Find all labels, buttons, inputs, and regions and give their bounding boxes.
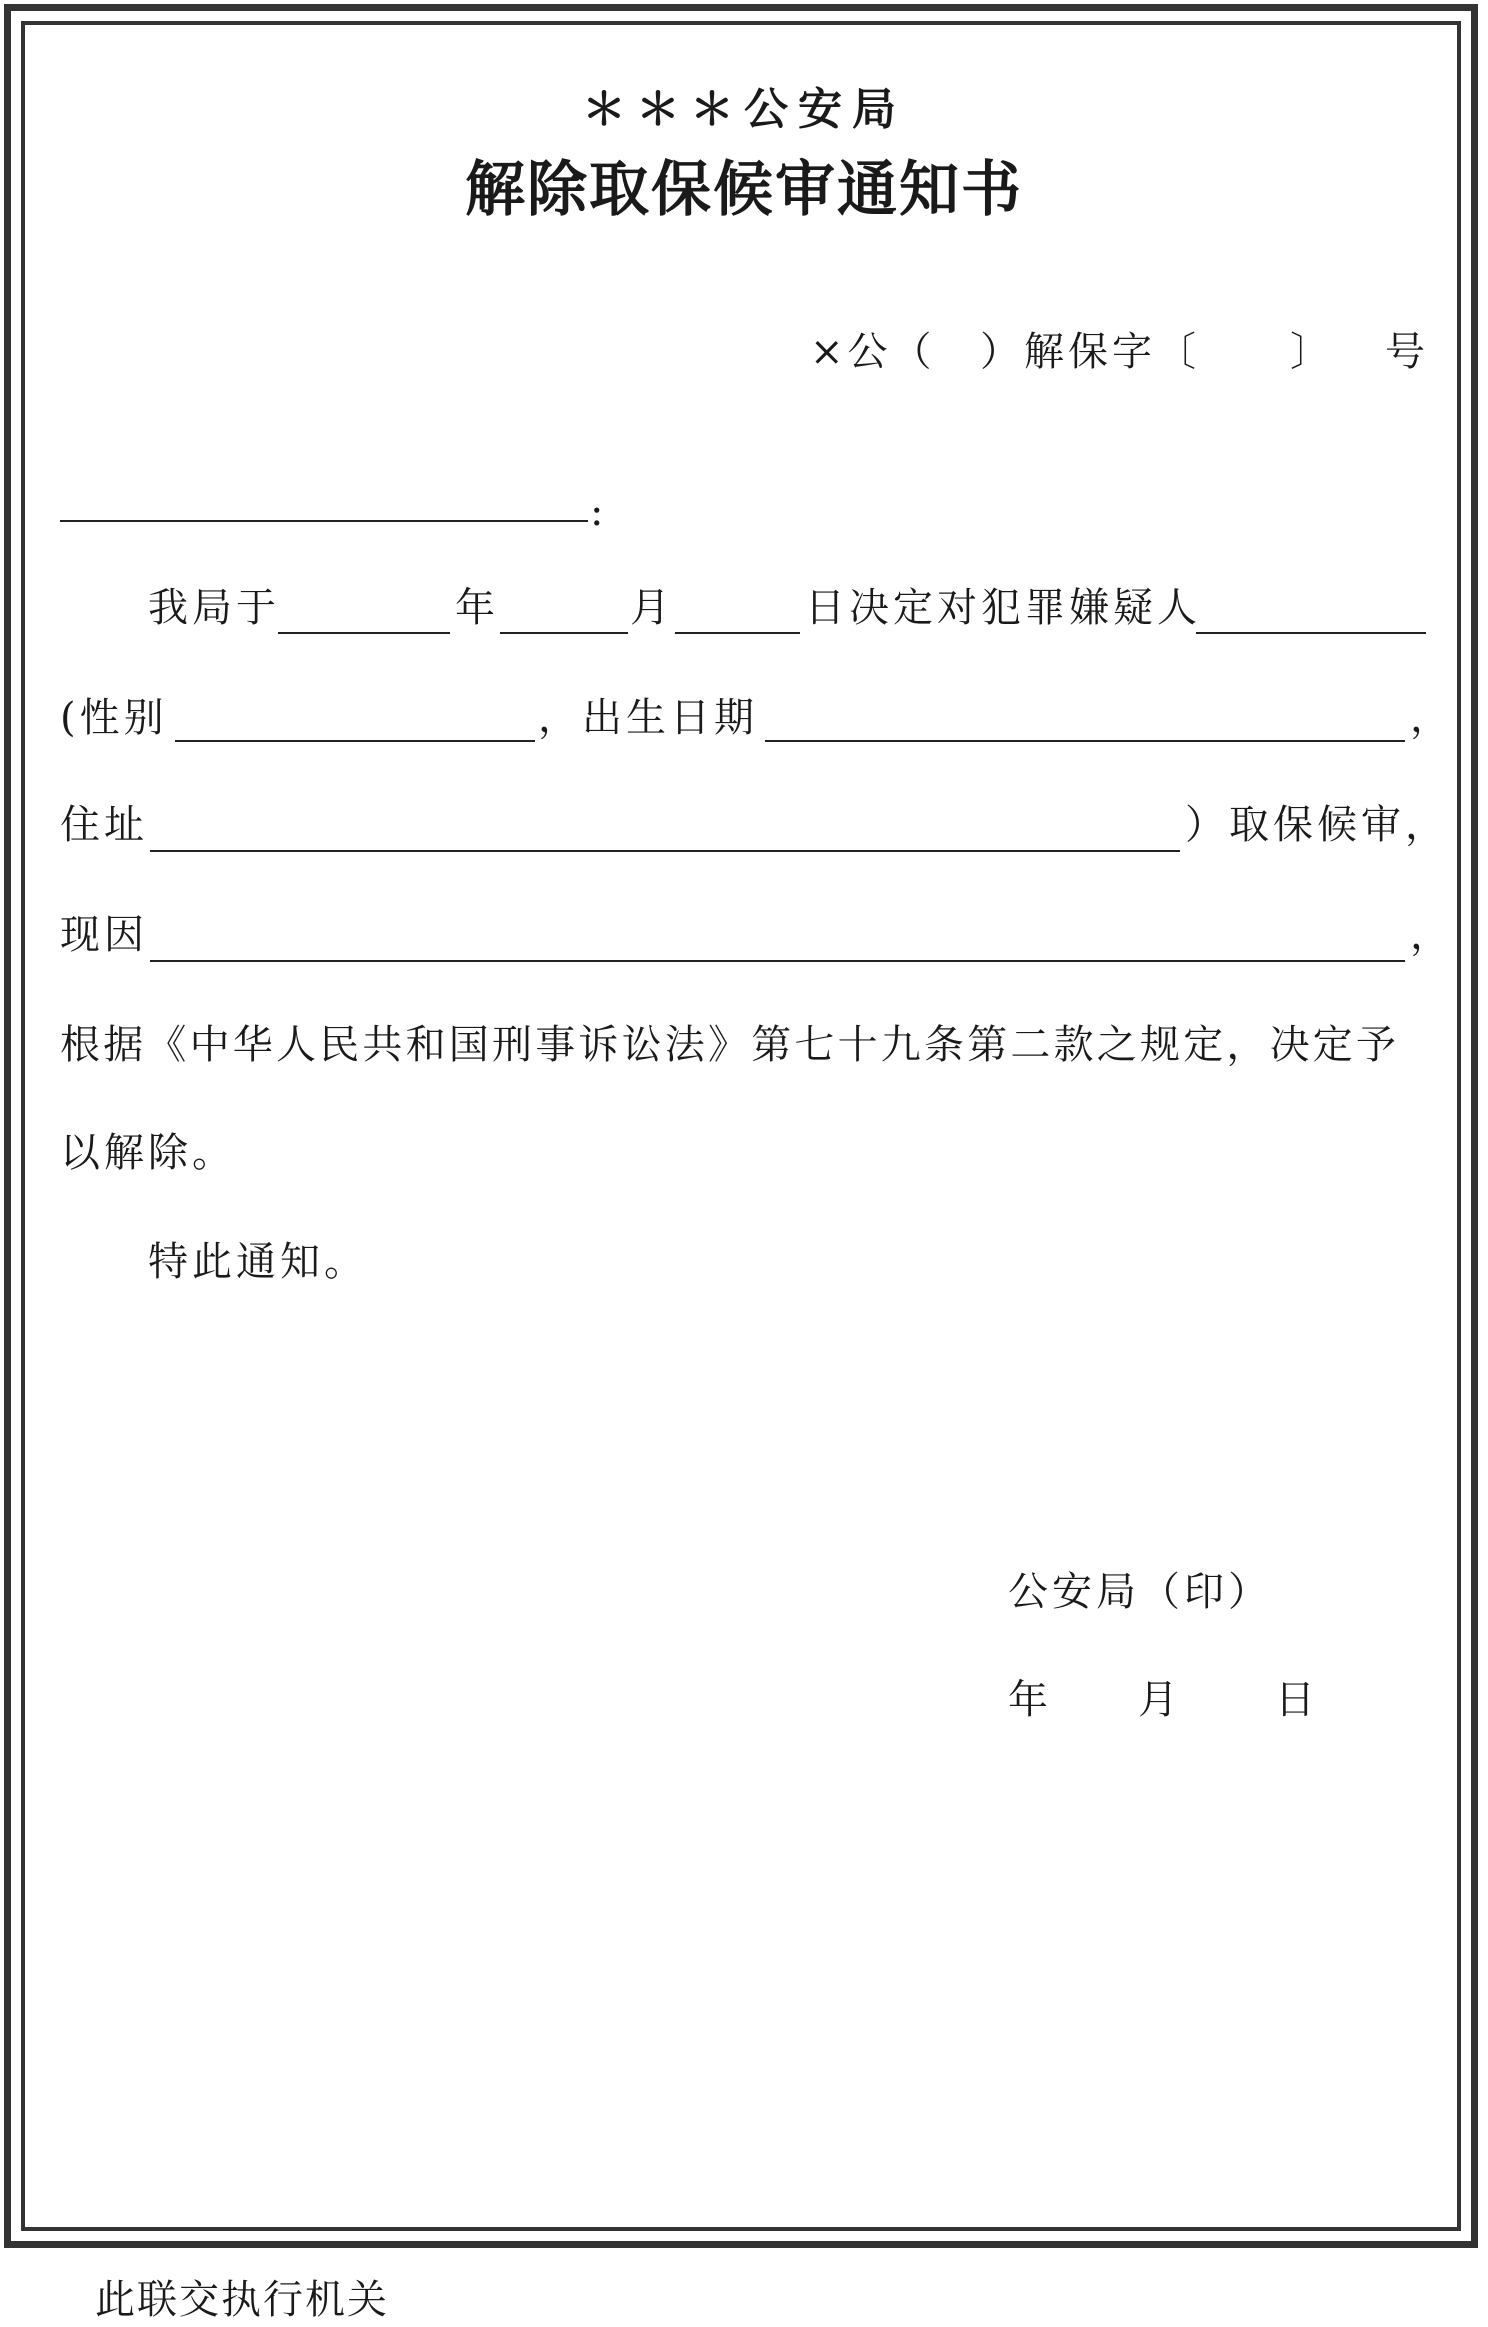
line4-comma: ，	[1410, 912, 1454, 958]
address-label: 住址	[60, 802, 148, 848]
signature-year-label: 年	[1008, 1677, 1052, 1723]
legal-basis-continuation: 以解除。	[60, 1130, 236, 1176]
agency-seal-label: 公安局（印）	[1008, 1569, 1272, 1615]
decision-day-blank[interactable]	[675, 632, 800, 634]
reason-label: 现因	[60, 912, 148, 958]
line2-comma: ，	[1410, 695, 1454, 741]
gender-label: (性别	[60, 695, 168, 741]
addressee-colon: :	[590, 489, 608, 535]
decision-month-label: 月	[630, 585, 674, 631]
signature-day-label: 日	[1275, 1677, 1319, 1723]
decision-year-blank[interactable]	[278, 632, 450, 634]
signature-month-label: 月	[1138, 1677, 1182, 1723]
decision-intro: 我局于	[148, 585, 280, 631]
decision-month-blank[interactable]	[500, 632, 628, 634]
doc-number-prefix: ×公（	[810, 329, 936, 375]
reason-blank[interactable]	[150, 960, 1405, 962]
legal-basis-text: 根据《中华人民共和国刑事诉讼法》第七十九条第二款之规定，决定予	[60, 1022, 1400, 1068]
decision-day-suspect-label: 日决定对犯罪嫌疑人	[805, 585, 1201, 631]
doc-number-suffix: 号	[1385, 329, 1429, 375]
birth-date-blank[interactable]	[765, 740, 1405, 742]
doc-number-middle: ）解保字〔	[980, 329, 1200, 375]
doc-number-bracket-close: 〕	[1290, 329, 1334, 375]
address-blank[interactable]	[150, 850, 1180, 852]
gender-blank[interactable]	[175, 740, 535, 742]
agency-title: ＊＊＊公安局	[582, 84, 906, 135]
bail-suffix: ）取保候审，	[1185, 802, 1449, 848]
birth-date-label: ，出生日期	[538, 695, 758, 741]
inner-border	[21, 21, 1461, 2231]
notice-text: 特此通知。	[148, 1239, 368, 1285]
suspect-name-blank[interactable]	[1196, 632, 1426, 634]
decision-year-label: 年	[455, 585, 499, 631]
addressee-blank[interactable]	[60, 520, 588, 522]
document-title: 解除取保候审通知书	[465, 155, 1023, 225]
copy-note: 此联交执行机关	[95, 2277, 389, 2323]
